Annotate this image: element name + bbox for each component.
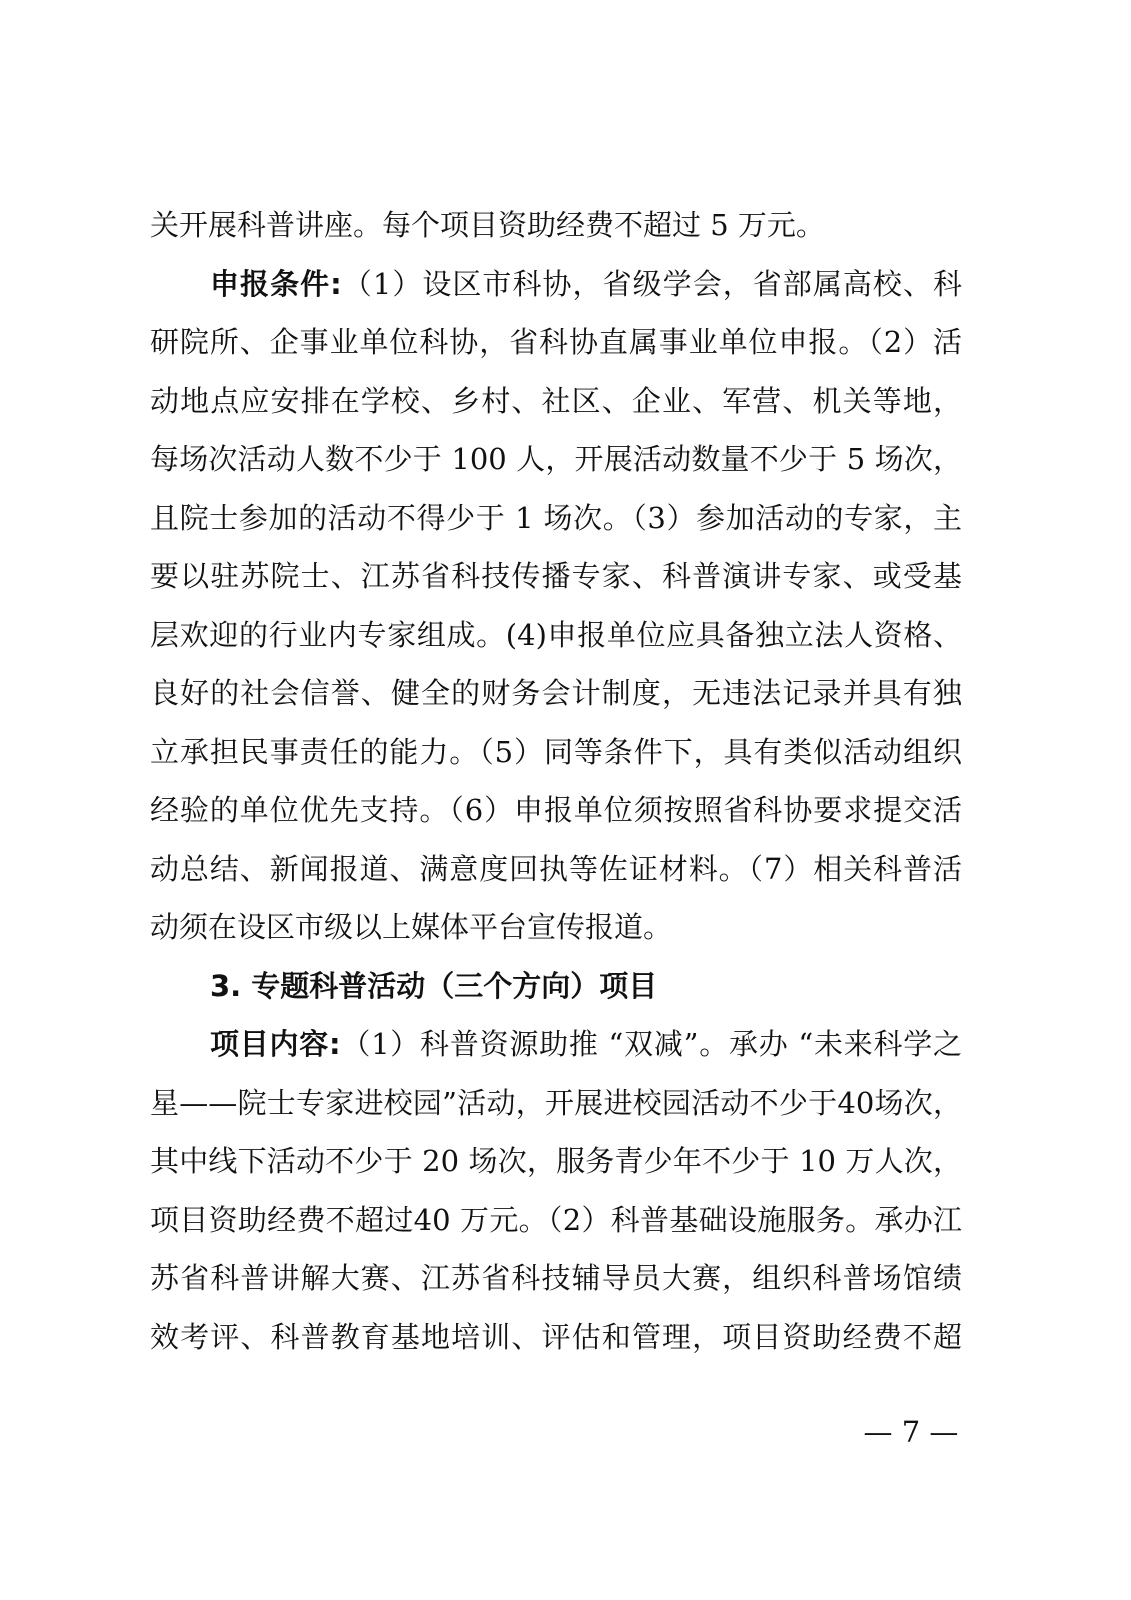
text-line: 效考评、科普教育基地培训、评估和管理，项目资助经费不超 — [150, 1320, 962, 1354]
text-line: 良好的社会信誉、健全的财务会计制度，无违法记录并具有独 — [150, 676, 962, 710]
text-line: 立承担民事责任的能力。（5）同等条件下，具有类似活动组织 — [150, 735, 962, 769]
text-line: 苏省科普讲解大赛、江苏省科技辅导员大赛，组织科普场馆绩 — [150, 1261, 962, 1295]
text-line: 动须在设区市级以上媒体平台宣传报道。 — [150, 910, 673, 944]
text-line: 要以驻苏院士、江苏省科技传播专家、科普演讲专家、或受基 — [150, 559, 962, 593]
text-line: 每场次活动人数不少于 100 人，开展活动数量不少于 5 场次， — [150, 442, 962, 476]
text-line: 关开展科普讲座。每个项目资助经费不超过 5 万元。 — [150, 208, 825, 242]
text-line: 项目内容:（1）科普资源助推 “双减”。承办 “未来科学之 — [210, 1027, 962, 1061]
text-line: 动总结、新闻报道、满意度回执等佐证材料。（7）相关科普活 — [150, 852, 962, 886]
section-label: 申报条件: — [210, 267, 342, 301]
page-number: — 7 — — [863, 1415, 959, 1449]
section-heading: 3. 专题科普活动（三个方向）项目 — [210, 969, 658, 1003]
text-line: 其中线下活动不少于 20 场次，服务青少年不少于 10 万人次， — [150, 1144, 962, 1178]
text-line: 层欢迎的行业内专家组成。(4)申报单位应具备独立法人资格、 — [150, 618, 962, 652]
text-line: 经验的单位优先支持。（6）申报单位须按照省科协要求提交活 — [150, 793, 962, 827]
text-line: 研院所、企事业单位科协，省科协直属事业单位申报。（2）活 — [150, 325, 962, 359]
text-line: 动地点应安排在学校、乡村、社区、企业、军营、机关等地， — [150, 384, 962, 418]
text-line: 项目资助经费不超过40 万元。（2）科普基础设施服务。承办江 — [150, 1203, 962, 1237]
text-line: 且院士参加的活动不得少于 1 场次。（3）参加活动的专家，主 — [150, 501, 962, 535]
text-line: 申报条件:（1）设区市科协，省级学会，省部属高校、科 — [210, 267, 962, 301]
section-label: 项目内容: — [210, 1027, 341, 1061]
text-line: 星——院士专家进校园”活动，开展进校园活动不少于40场次， — [150, 1086, 962, 1120]
